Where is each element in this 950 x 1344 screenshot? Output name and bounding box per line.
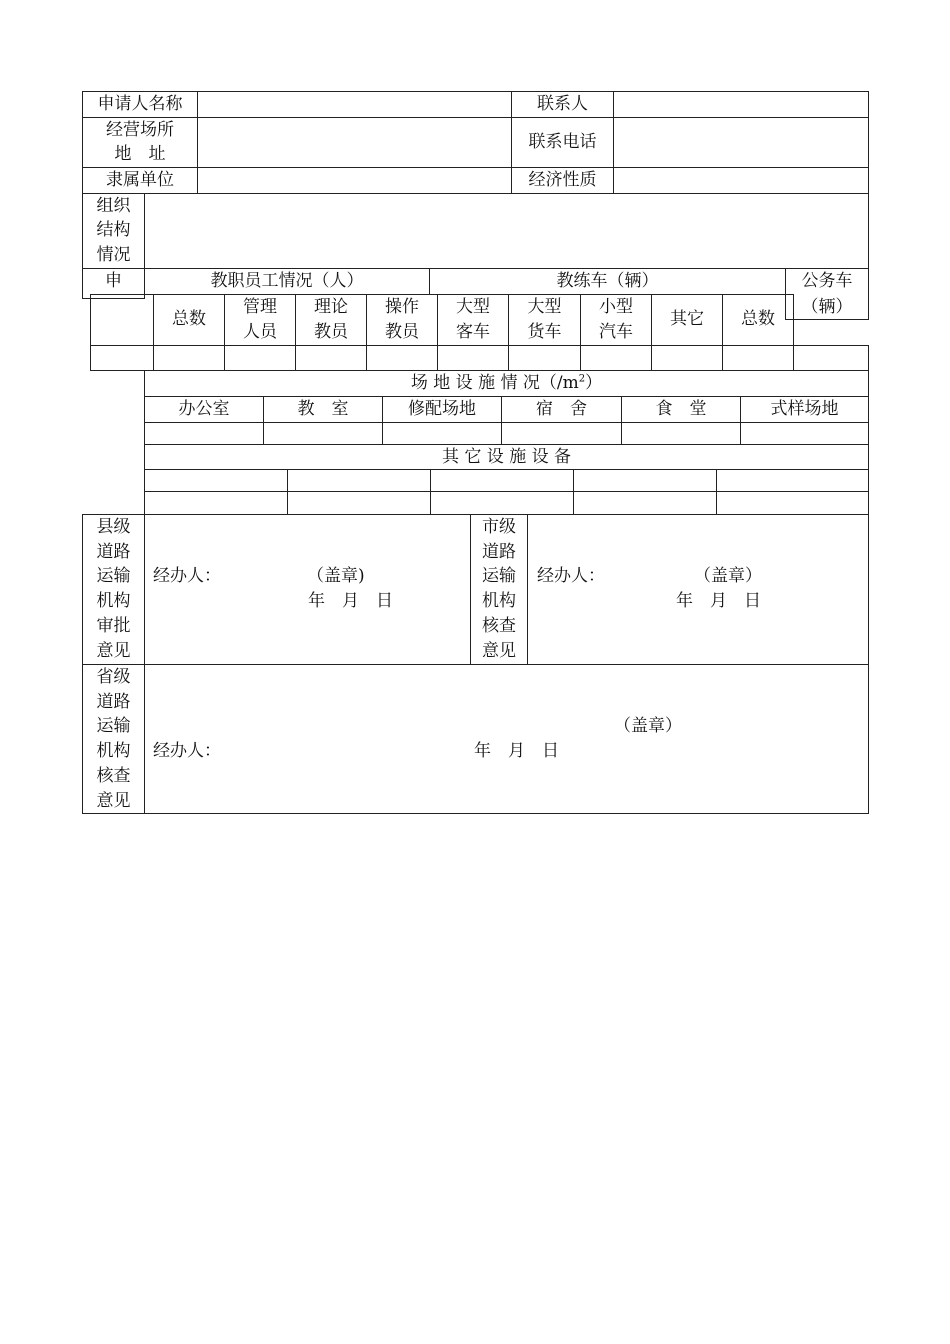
facility-col-dormitory: 宿 舍 bbox=[536, 399, 587, 419]
facility-sample-site-input[interactable] bbox=[740, 422, 869, 445]
county-review-label-line3: 运输 bbox=[96, 566, 131, 586]
staff-col-total: 总数 bbox=[172, 309, 206, 329]
county-review-label-line6: 意见 bbox=[96, 641, 131, 661]
county-review-label-line4: 机构 bbox=[96, 591, 131, 611]
vehicle-col-small-car: 小型 汽车 bbox=[599, 297, 633, 342]
equipment-input-3[interactable] bbox=[430, 469, 574, 492]
vehicle-total-input[interactable] bbox=[722, 345, 794, 371]
staff-operation-input[interactable] bbox=[366, 345, 438, 371]
province-review-handler: 经办人： bbox=[153, 741, 221, 761]
city-review-label-line5: 核查 bbox=[482, 616, 516, 636]
province-review-label-line2: 道路 bbox=[96, 692, 131, 712]
vehicle-col-total: 总数 bbox=[741, 309, 775, 329]
count-input-blank[interactable] bbox=[90, 345, 154, 371]
staff-header: 教职员工情况（人） bbox=[210, 271, 364, 291]
application-label: 申 bbox=[105, 271, 122, 291]
equipment-input-4[interactable] bbox=[573, 469, 717, 492]
province-review-date: 年 月 日 bbox=[474, 741, 559, 761]
facility-col-repair: 修配场地 bbox=[408, 399, 476, 419]
vehicle-other-input[interactable] bbox=[651, 345, 723, 371]
staff-total-input[interactable] bbox=[153, 345, 225, 371]
staff-theory-input[interactable] bbox=[295, 345, 367, 371]
staff-management-input[interactable] bbox=[224, 345, 296, 371]
city-review-label-line3: 运输 bbox=[482, 566, 516, 586]
province-review-label-line5: 核查 bbox=[96, 766, 131, 786]
province-review-seal: （盖章） bbox=[614, 716, 682, 736]
staff-col-operation: 操作 教员 bbox=[385, 297, 419, 342]
facility-col-canteen: 食 堂 bbox=[655, 399, 707, 419]
business-address-label-line2: 地 址 bbox=[114, 144, 166, 164]
facility-col-office: 办公室 bbox=[178, 399, 230, 419]
city-review-handler: 经办人： bbox=[537, 566, 605, 586]
org-structure-label-line1: 组织 bbox=[96, 196, 131, 216]
vehicle-large-bus-input[interactable] bbox=[437, 345, 509, 371]
city-review-date: 年 月 日 bbox=[676, 591, 761, 611]
equipment-input-2[interactable] bbox=[287, 469, 431, 492]
equipment-input-7[interactable] bbox=[287, 491, 431, 515]
province-review-label-line4: 机构 bbox=[96, 741, 131, 761]
org-structure-field[interactable] bbox=[144, 193, 869, 269]
equipment-input-1[interactable] bbox=[144, 469, 288, 492]
affiliated-unit-field[interactable] bbox=[197, 167, 512, 194]
province-review-label-line1: 省级 bbox=[96, 667, 131, 687]
staff-col-theory: 理论 教员 bbox=[314, 297, 348, 342]
contact-phone-label: 联系电话 bbox=[528, 132, 597, 152]
official-vehicles-input[interactable] bbox=[793, 345, 869, 371]
county-review-label-line1: 县级 bbox=[96, 517, 131, 537]
official-vehicles-sub: （辆） bbox=[801, 297, 853, 317]
county-review-label-line5: 审批 bbox=[96, 616, 131, 636]
training-vehicles-header: 教练车（辆） bbox=[556, 271, 659, 291]
business-address-field[interactable] bbox=[197, 117, 512, 168]
economic-nature-field[interactable] bbox=[613, 167, 869, 194]
vehicle-col-large-bus: 大型 客车 bbox=[456, 297, 490, 342]
facility-repair-input[interactable] bbox=[382, 422, 502, 445]
equipment-input-6[interactable] bbox=[144, 491, 288, 515]
province-review-label-line3: 运输 bbox=[96, 716, 131, 736]
equipment-input-10[interactable] bbox=[716, 491, 869, 515]
equipment-input-9[interactable] bbox=[573, 491, 717, 515]
vehicle-col-large-truck: 大型 货车 bbox=[527, 297, 562, 342]
contact-person-label: 联系人 bbox=[537, 94, 588, 114]
city-review-label-line1: 市级 bbox=[482, 517, 516, 537]
contact-person-field[interactable] bbox=[613, 91, 869, 118]
col-header-blank bbox=[90, 294, 154, 346]
vehicle-col-other: 其它 bbox=[670, 309, 704, 329]
official-vehicles-header: 公务车 bbox=[801, 271, 853, 291]
vehicle-large-truck-input[interactable] bbox=[508, 345, 581, 371]
business-address-label-line1: 经营场所 bbox=[106, 120, 174, 140]
equipment-input-5[interactable] bbox=[716, 469, 869, 492]
org-structure-label-line2: 结构 bbox=[96, 220, 131, 240]
city-review-label-line4: 机构 bbox=[482, 591, 516, 611]
facility-col-sample-site: 式样场地 bbox=[770, 399, 839, 419]
facility-office-input[interactable] bbox=[144, 422, 264, 445]
facility-classroom-input[interactable] bbox=[263, 422, 383, 445]
applicant-name-label: 申请人名称 bbox=[97, 94, 183, 114]
province-review-label-line6: 意见 bbox=[96, 791, 131, 811]
vehicle-small-car-input[interactable] bbox=[580, 345, 652, 371]
staff-col-management: 管理 人员 bbox=[243, 297, 277, 342]
county-review-label-line2: 道路 bbox=[96, 542, 131, 562]
equipment-input-8[interactable] bbox=[430, 491, 574, 515]
city-review-label-line6: 意见 bbox=[482, 641, 516, 661]
county-review-handler: 经办人： bbox=[153, 566, 221, 586]
applicant-name-field[interactable] bbox=[197, 91, 512, 118]
county-review-date: 年 月 日 bbox=[308, 591, 393, 611]
city-review-seal: （盖章） bbox=[694, 566, 762, 586]
facility-col-classroom: 教 室 bbox=[297, 399, 349, 419]
economic-nature-label: 经济性质 bbox=[528, 170, 597, 190]
contact-phone-field[interactable] bbox=[613, 117, 869, 168]
facility-dormitory-input[interactable] bbox=[501, 422, 622, 445]
affiliated-unit-label: 隶属单位 bbox=[106, 170, 174, 190]
county-review-seal: （盖章) bbox=[307, 566, 365, 586]
city-review-label-line2: 道路 bbox=[482, 542, 516, 562]
other-equipment-header: 其 它 设 施 设 备 bbox=[441, 447, 572, 467]
org-structure-label-line3: 情况 bbox=[96, 245, 131, 265]
facilities-header: 场 地 设 施 情 况$(/m^2)$ bbox=[410, 373, 603, 393]
facility-canteen-input[interactable] bbox=[621, 422, 741, 445]
